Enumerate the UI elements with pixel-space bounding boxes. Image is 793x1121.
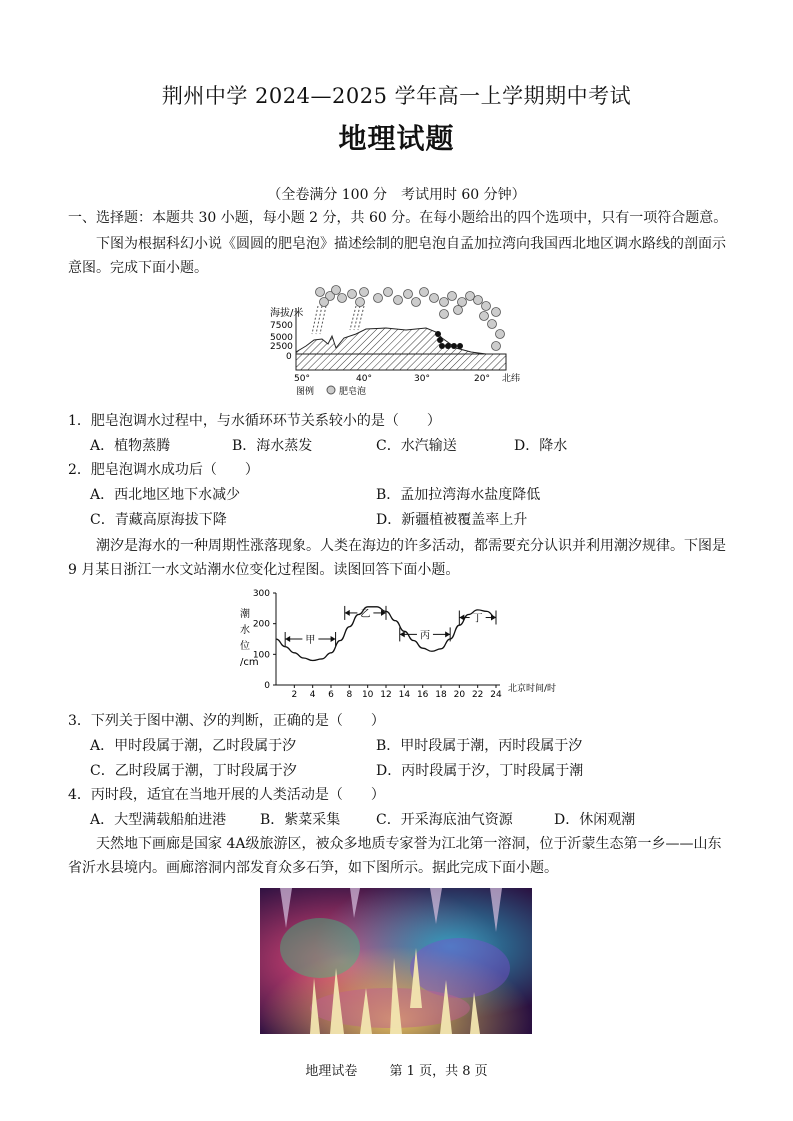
q4-option-b[interactable]: B．紫菜采集 [260, 812, 341, 828]
question-4: 4．丙时段，适宜在当地开展的人类活动是（ ） [68, 787, 385, 803]
footer-subject: 地理试卷 [305, 1064, 358, 1079]
q3-option-a[interactable]: A．甲时段属于潮，乙时段属于汐 [90, 738, 297, 754]
tide-ylabel-char: 潮 [240, 609, 250, 620]
q1-option-a[interactable]: A．植物蒸腾 [90, 438, 171, 454]
profile-xtick: 50° [294, 374, 310, 384]
cave-stalagmite-photo [260, 888, 532, 1034]
q2-option-b[interactable]: B．孟加拉湾海水盐度降低 [376, 487, 541, 503]
profile-ytick: 0 [286, 352, 292, 362]
legend-item: 肥皂泡 [339, 387, 367, 397]
q1-option-d[interactable]: D．降水 [514, 438, 568, 454]
question-2: 2．肥皂泡调水成功后（ ） [68, 462, 259, 478]
intro-soap-bubble: 下图为根据科幻小说《圆圆的肥皂泡》描述绘制的肥皂泡自孟加拉湾向我国西北地区调水路线的剖面示意图。完成下面小题。 [68, 236, 726, 276]
profile-ytick: 5000 [270, 333, 293, 343]
question-1: 1．肥皂泡调水过程中，与水循环环节关系较小的是（ ） [68, 413, 441, 429]
q1-option-c[interactable]: C．水汽输送 [376, 438, 457, 454]
tide-xtick-label: 2 [291, 690, 298, 700]
tide-level-chart [228, 583, 568, 703]
tide-xtick-label: 24 [490, 690, 502, 700]
tide-xtick-label: 18 [435, 690, 447, 700]
q3-option-b[interactable]: B．甲时段属于潮，丙时段属于汐 [376, 738, 583, 754]
profile-xtick: 20° [474, 374, 490, 384]
period-arrowhead [400, 631, 405, 637]
period-arrowhead [331, 636, 336, 642]
period-arrowhead [345, 610, 350, 616]
intro-tide: 潮汐是海水的一种周期性涨落现象。人类在海边的许多活动，都需要充分认识并利用潮汐规律。下图是 9 月某日浙江一水文站潮水位变化过程图。读图回答下面小题。 [68, 538, 726, 578]
q3-option-c[interactable]: C．乙时段属于潮，丁时段属于汐 [90, 763, 297, 779]
footer-page-number: 第 1 页，共 8 页 [389, 1064, 488, 1079]
tide-xtick-label: 8 [346, 690, 353, 700]
tide-xtick-label: 14 [398, 690, 411, 700]
rain-lines [312, 306, 364, 334]
period-label: 乙 [360, 608, 371, 620]
period-arrowhead [445, 631, 450, 637]
q4-option-c[interactable]: C．开采海底油气资源 [376, 812, 513, 828]
tide-xlabel: 北京时间/时 [508, 684, 557, 694]
q1-option-b[interactable]: B．海水蒸发 [232, 438, 313, 454]
page-footer [0, 1060, 793, 1079]
q4-option-d[interactable]: D．休闲观潮 [554, 812, 636, 828]
soap-bubble-profile-figure [266, 284, 536, 400]
period-arrowhead [285, 636, 290, 642]
tide-xtick-label: 16 [416, 690, 429, 700]
period-label: 丙 [419, 630, 430, 642]
exam-title: 荆州中学 2024—2025 学年高一上学期期中考试 [161, 84, 632, 108]
profile-ytick: 7500 [270, 321, 293, 331]
tide-ylabel-char: 位 [240, 641, 250, 652]
period-label: 丁 [472, 613, 483, 625]
period-arrowhead [459, 615, 464, 621]
legend-label: 图例 [296, 387, 315, 397]
period-label: 甲 [305, 635, 316, 646]
tide-xtick-label: 22 [471, 690, 484, 700]
tide-ylabel-char: /cm [240, 657, 259, 668]
tide-ytick-label: 300 [252, 589, 270, 599]
question-3: 3．下列关于图中潮、汐的判断，正确的是（ ） [68, 713, 385, 729]
profile-xunit: 北纬 [502, 374, 521, 384]
tide-xtick-label: 10 [361, 690, 374, 700]
exam-info: （全卷满分 100 分 考试用时 60 分钟） [267, 187, 526, 203]
tide-ytick-label: 200 [252, 619, 270, 630]
q2-option-a[interactable]: A．西北地区地下水减少 [90, 487, 241, 503]
intro-cave: 天然地下画廊是国家 4A级旅游区，被众多地质专家誉为江北第一溶洞，位于沂蒙生态第一乡——山东省沂水县境内。画廊溶洞内部发育众多石笋，如下图所示。据此完成下面小题。 [68, 836, 722, 876]
tide-ytick-label: 0 [264, 681, 270, 691]
profile-xtick: 40° [356, 374, 372, 384]
tide-xtick-label: 20 [453, 690, 466, 700]
q2-option-c[interactable]: C．青藏高原海拔下降 [90, 512, 227, 528]
tide-xtick-label: 4 [309, 690, 316, 700]
period-arrowhead [491, 615, 496, 621]
subject-title: 地理试题 [338, 122, 455, 155]
tide-xtick-label: 6 [328, 690, 334, 700]
tide-xtick-label: 12 [380, 690, 392, 700]
tide-ytick-label: 100 [252, 650, 270, 661]
bubble-stack [435, 331, 463, 349]
q2-option-d[interactable]: D．新疆植被覆盖率上升 [376, 512, 528, 528]
section-heading: 一、选择题：本题共 30 小题，每小题 2 分，共 60 分。在每小题给出的四个选项中，只有一项符合题意。 [68, 210, 728, 226]
q4-option-a[interactable]: A．大型满载船舶进港 [90, 812, 227, 828]
q3-option-d[interactable]: D．丙时段属于汐，丁时段属于潮 [376, 763, 584, 779]
profile-xtick: 30° [414, 374, 430, 384]
profile-ytick: 2500 [270, 342, 293, 352]
legend-bubble-icon [327, 386, 335, 394]
tide-ylabel-char: 水 [240, 625, 250, 636]
terrain-profile [296, 328, 506, 370]
profile-ylabel: 海拔/米 [270, 308, 304, 319]
